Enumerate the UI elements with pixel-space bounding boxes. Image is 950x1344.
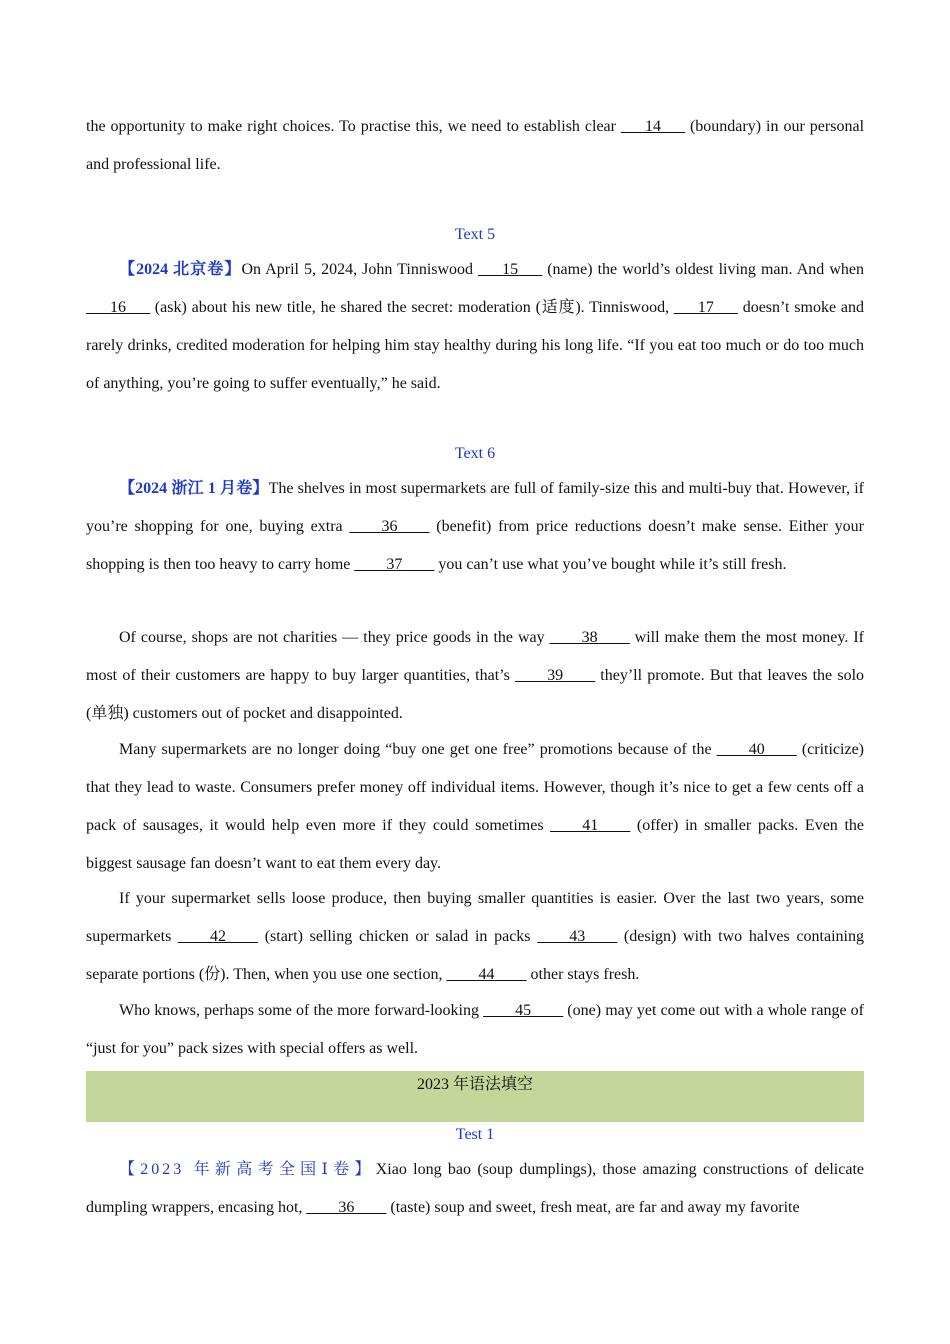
text5-heading: Text 5 — [454, 226, 496, 243]
text4-paragraph-end: the opportunity to make right choices. To practise this, we need to establish clear ___14___ (boundary) in our personal and professional life. — [86, 118, 865, 173]
section-title: 2023 年语法填空 — [416, 1076, 533, 1093]
blank-42[interactable]: ____42____ — [178, 928, 258, 945]
section-header-2023 — [86, 1071, 864, 1122]
blank-36[interactable]: ____36____ — [306, 1199, 387, 1216]
source-label: 【2024 北京卷】 — [119, 261, 242, 278]
text6-paragraph-4: If your supermarket sells loose produce, then buying smaller quantities is easier. Over the last two years, some supermarkets ____42____ (start) selling chicken or salad in packs ____43____ (design) with two halves containing separate portions (份). Then, when you use one section, ____44____ other stays fresh. — [86, 890, 864, 983]
text5-paragraph: 【2024 北京卷】On April 5, 2024, John Tinniswood ___15___ (name) the world’s oldest living man. And when ___16___ (ask) about his new title, he shared the secret: moderation (适度). Tinniswood, ___17___ doesn’t smoke and rarely drinks, credited moderation for helping him stay healthy during his long life. “If you eat too much or do too much of anything, you’re going to suffer eventually,” he said. — [86, 261, 864, 392]
blank-43[interactable]: ____43____ — [537, 928, 618, 945]
blank-41[interactable]: ____41____ — [550, 817, 631, 834]
text6-heading: Text 6 — [454, 445, 496, 462]
source-label: 【2023 年新高考全国Ⅰ卷】 — [119, 1161, 376, 1178]
source-label: 【2024 浙江 1 月卷】 — [119, 480, 269, 497]
test1-paragraph: 【2023 年新高考全国Ⅰ卷】Xiao long bao (soup dumplings), those amazing constructions of delicate dumpling wrappers, encasing hot, ____36____ (taste) soup and sweet, fresh meat, are far and away my favorite — [86, 1161, 865, 1216]
blank-15[interactable]: ___15___ — [478, 261, 543, 278]
blank-40[interactable]: ____40____ — [716, 741, 797, 758]
text6-paragraph-3: Many supermarkets are no longer doing “buy one get one free” promotions because of the ____40____ (criticize) that they lead to waste. Consumers prefer money off individual items. However, though it’s nice to get a few cents off a pack of sausages, it would help even more if they could sometimes ____41____ (offer) in smaller packs. Even the biggest sausage fan doesn’t want to eat them every day. — [86, 741, 864, 872]
blank-14[interactable]: ___14___ — [620, 118, 685, 135]
blank-16[interactable]: ___16___ — [86, 299, 150, 316]
blank-36[interactable]: ____36____ — [349, 518, 430, 535]
blank-44[interactable]: ____44____ — [446, 966, 527, 983]
text6-paragraph-1: 【2024 浙江 1 月卷】The shelves in most supermarkets are full of family-size this and multi-buy that. However, if you’re shopping for one, buying extra ____36____ (benefit) from price reductions doesn’t make sense. Either your shopping is then too heavy to carry home ____37____ you can’t use what you’ve bought while it’s still fresh. — [86, 480, 865, 573]
blank-37[interactable]: ____37____ — [354, 556, 435, 573]
text6-paragraph-2: Of course, shops are not charities — they price goods in the way ____38____ will make them the most money. If most of their customers are happy to buy larger quantities, that’s ____39____ they’ll promote. But that leaves the solo (单独) customers out of pocket and disappointed. — [86, 629, 865, 722]
blank-38[interactable]: ____38____ — [549, 629, 630, 646]
text6-paragraph-5: Who knows, perhaps some of the more forward-looking ____45____ (one) may yet come out with a whole range of “just for you” pack sizes with special offers as well. — [86, 1002, 865, 1057]
blank-17[interactable]: ___17___ — [673, 299, 738, 316]
test1-heading: Test 1 — [455, 1126, 495, 1143]
blank-45[interactable]: ____45____ — [483, 1002, 564, 1019]
blank-39[interactable]: ____39____ — [515, 667, 596, 684]
